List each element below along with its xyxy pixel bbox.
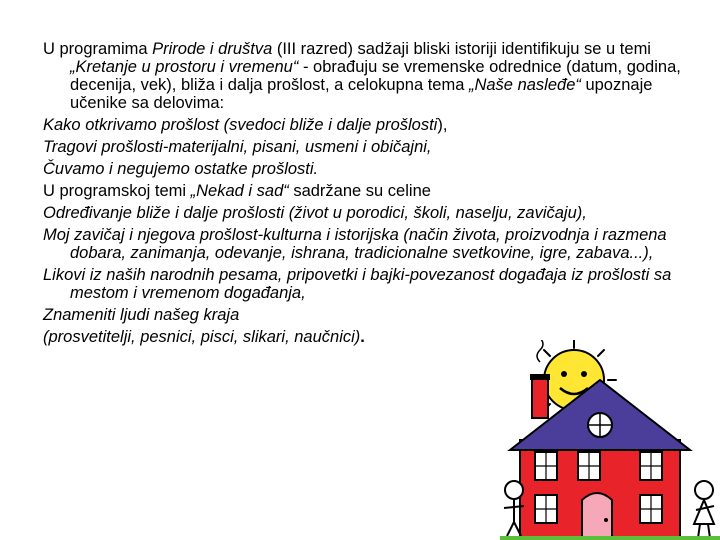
para-odredjivanje — [43, 204, 693, 222]
text-run: . — [360, 328, 365, 346]
para-programska-tema — [43, 182, 693, 200]
para-intro — [43, 40, 693, 112]
para-likovi — [43, 266, 693, 302]
text-run: „Naše nasleđe“ — [468, 76, 581, 94]
text-run: Znameniti ljudi našeg kraja — [43, 306, 240, 324]
text-run: „Nekad i sad“ — [190, 182, 289, 200]
text-run: Prirode i društva — [152, 40, 273, 58]
text-run: (prosvetitelji, pesnici, pisci, slikari, naučnici) — [43, 328, 361, 346]
para-znameniti — [43, 306, 693, 324]
para-cuvamo — [43, 160, 693, 178]
text-run: (III razred) sadžaji bliski istoriji identifikuju se u temi — [272, 40, 651, 58]
text-run: Čuvamo i negujemo ostatke prošlosti. — [43, 160, 319, 178]
text-run: U programskoj temi — [43, 182, 191, 200]
text-run: ), — [437, 116, 448, 134]
text-run: „Kretanje u prostoru i vremenu“ — [70, 58, 299, 76]
text-run: U programima — [43, 40, 153, 58]
text-run: Kako otkrivamo prošlost (svedoci bliže i dalje prošlosti — [43, 116, 438, 134]
text-run: sadržane su celine — [288, 182, 431, 200]
para-moj-zavicaj — [43, 226, 693, 262]
para-tragovi — [43, 138, 693, 156]
text-run: upoznaje učenike sa delovima: — [70, 76, 653, 112]
text-run: Tragovi prošlosti-materijalni, pisani, usmeni i običajni, — [43, 138, 432, 156]
text-run: - obrađuju se vremenske odrednice (datum, godina, decenija, vek), bliža i dalja prošlost, a celokupna tema — [70, 58, 681, 94]
house-sun-children-clipart — [500, 340, 720, 540]
text-body — [43, 40, 693, 350]
para-kako-otkrivamo — [43, 116, 693, 134]
text-run: Moj zavičaj i njegova prošlost-kulturna i istorijska (način života, proizvodnja i razmena dobara, zanimanja, odevanje, ishrana, tradicionalne svetkovine, igre, zabava...), — [43, 226, 667, 262]
text-run: Likovi iz naših narodnih pesama, pripovetki i bajki-povezanost događaja iz prošlosti sa mestom i vremenom događanja, — [43, 266, 672, 302]
text-run: Određivanje bliže i dalje prošlosti (život u porodici, školi, naselju, zavičaju), — [43, 204, 587, 222]
